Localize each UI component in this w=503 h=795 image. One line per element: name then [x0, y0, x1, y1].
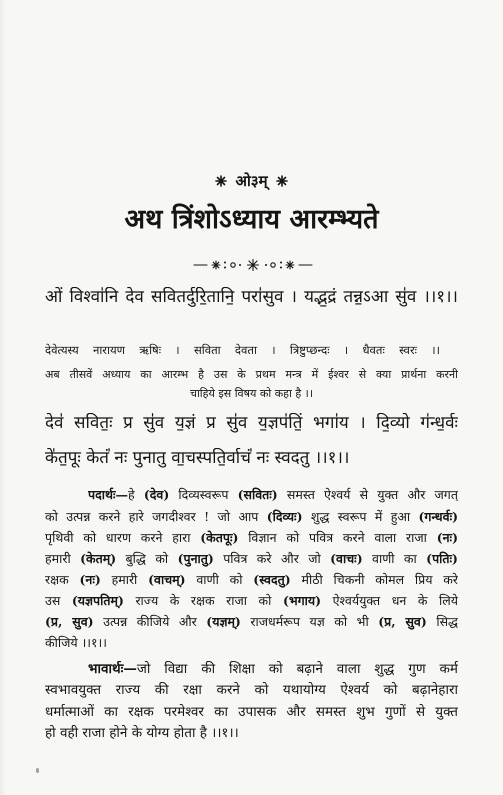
padartha-text: पृथिवी को धारण करने हारा (केतपूः) विज्ञान को पवित्र करने वाला राजा (नः): [45, 530, 458, 545]
sanskrit-term: (केतम्): [80, 551, 117, 566]
sanskrit-term: (गन्धर्वः): [418, 509, 458, 524]
padartha-text: हमारी (केतम्) बुद्धि को (पुनातु) पवित्र करे और जो (वाचः) वाणी का (पतिः): [45, 551, 458, 566]
bhavartha-text: जो विद्या की शिक्षा को बढ़ाने वाला शुद्ध गुण कर्म: [136, 661, 458, 677]
padartha-line: [45, 593, 458, 609]
opening-mantra: ओं विश्वा॑नि देव सवितर्दुरि॒तानि॒ परा॑सुव । यद्भ॒द्रं तन्न॒ऽआ सु॑व ।।१।।: [45, 287, 458, 307]
star-ornament-icon: [276, 175, 288, 187]
sanskrit-term: (प्र, सुव): [45, 614, 94, 629]
bhavartha-line: धर्मात्माओं का रक्षक परमेश्वर का उपासक और समस्त शुभ गुणों से युक्त: [45, 704, 458, 720]
mantra-line: देव॑ सवितः॒ प्र सु॑व य॒ज्ञं प्र सु॑व य॒ज्ञप॑तिं॒ भगा॑य । दि॒व्यो ग॑न्ध॒र्वः: [45, 413, 458, 433]
sanskrit-term: (पुनातु): [177, 551, 214, 566]
star-ornament-icon: [215, 175, 227, 187]
bhavartha-line: [88, 661, 458, 678]
bhavartha-label: भावार्थः—: [88, 661, 137, 677]
padartha-line: [88, 487, 458, 503]
scan-speck: [36, 768, 39, 773]
sanskrit-term: (वाचम्): [148, 572, 186, 587]
padartha-text: कीजिये ।।१।।: [45, 635, 108, 650]
padartha-line: [45, 551, 458, 567]
padartha-line: [45, 572, 458, 588]
sanskrit-term: (यज्ञपतिम्): [71, 593, 124, 608]
padartha-text: हे (देव) दिव्यस्वरूप (सवितः) समस्त ऐश्वर्य से युक्त और जगत्: [128, 487, 458, 502]
sanskrit-term: (केतपूः): [200, 530, 239, 545]
padartha-line: [45, 614, 458, 630]
sanskrit-term: (वाचः): [330, 551, 363, 566]
sanskrit-term: (यज्ञम्): [206, 614, 241, 629]
ornament-divider: [192, 258, 314, 272]
om-invocation: [0, 170, 503, 192]
scan-edge-shadow: [0, 0, 6, 795]
sanskrit-term: (देव): [143, 487, 170, 502]
padartha-text: (प्र, सुव) उत्पन्न कीजिये और (यज्ञम्) राजधर्मरूप यज्ञ को भी (प्र, सुव) सिद्ध: [45, 614, 458, 629]
mantra-line: के॑त॒पूः केतं॑ नः पुनातु वा॒चस्पति॒र्वाचं॑ नः स्वदतु ।।१।।: [45, 448, 350, 468]
sanskrit-term: (प्र, सुव): [378, 614, 427, 629]
sanskrit-term: (भगाय): [282, 593, 322, 608]
sanskrit-term: (दिव्यः): [266, 509, 303, 524]
padartha-line: [45, 530, 458, 546]
padartha-text: रक्षक (नः) हमारी (वाचम्) वाणी को (स्वदतु) मीठी चिकनी कोमल प्रिय करे: [45, 572, 458, 587]
intro-line: अब तीसवें अध्याय का आरम्भ है उस के प्रथम मन्त्र में ईश्वर से क्या प्रार्थना करनी: [45, 368, 458, 381]
padartha-line: [45, 509, 458, 525]
sanskrit-term: (सवितः): [237, 487, 278, 502]
sanskrit-term: (नः): [79, 572, 101, 587]
padartha-text: को उत्पन्न करने हारे जगदीश्वर ! जो आप (दिव्यः) शुद्ध स्वरूप में हुआ (गन्धर्वः): [45, 509, 458, 524]
om-text: ओ३म्: [235, 172, 268, 190]
padartha-text: उस (यज्ञपतिम्) राज्य के रक्षक राजा को (भगाय) ऐश्वर्ययुक्त धन के लिये: [45, 593, 458, 608]
padartha-line: [45, 635, 458, 651]
sanskrit-term: (पतिः): [426, 551, 458, 566]
intro-line: चाहिये इस विषय को कहा है ।।: [189, 387, 314, 400]
rishi-devata-line: देवेत्यस्य नारायण ऋषिः । सविता देवता । त्रिष्टुप्छन्दः । धैवतः स्वरः ।।: [45, 343, 440, 357]
sanskrit-term: (नः): [436, 530, 458, 545]
chapter-title: अथ त्रिंशोऽध्याय आरम्भ्यते: [124, 204, 379, 235]
sanskrit-term: (स्वदतु): [253, 572, 291, 587]
bhavartha-line: हो वही राजा होने के योग्य होता है ।।१।।: [45, 725, 239, 741]
bhavartha-line: स्वभावयुक्त राज्य की रक्षा करने को यथायोग्य ऐश्वर्य को बढ़ानेहारा: [45, 682, 458, 698]
padartha-label: पदार्थः—: [88, 487, 128, 502]
